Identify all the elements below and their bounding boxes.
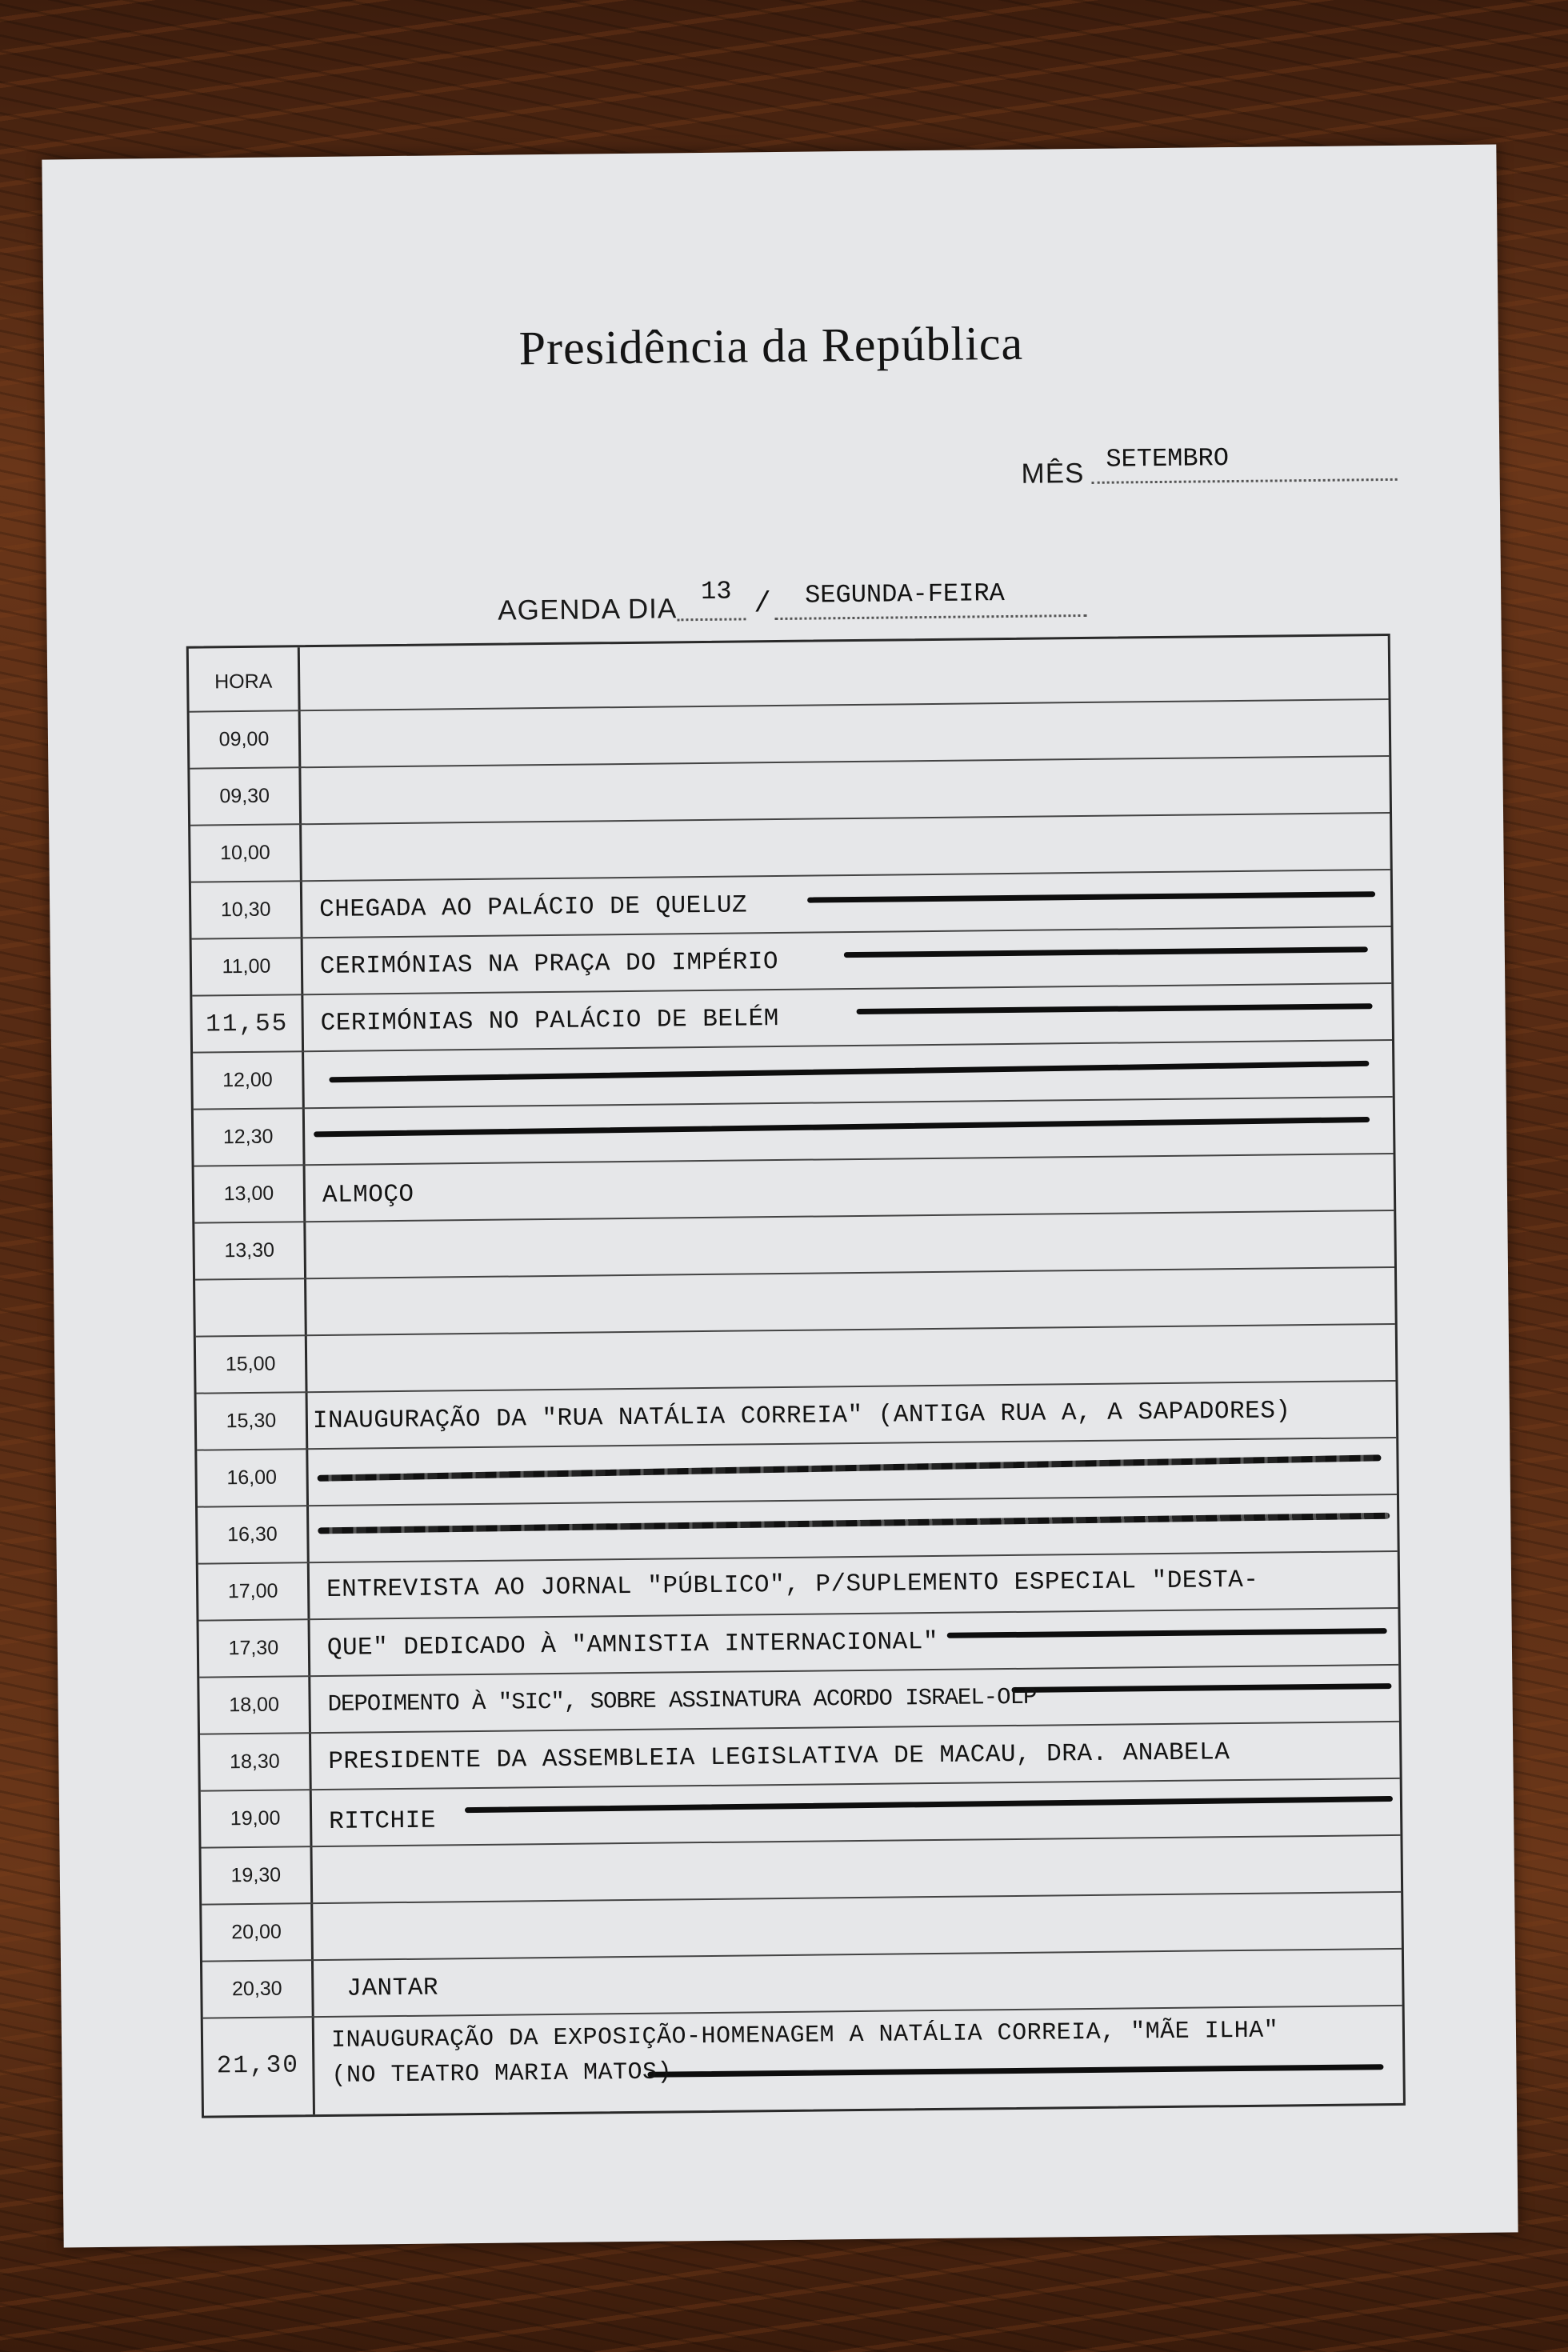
hour-cell: 12,30 <box>222 1125 274 1149</box>
day-dotted-line <box>677 618 746 621</box>
date-separator: / <box>754 587 772 621</box>
entry-text: CHEGADA AO PALÁCIO DE QUELUZ <box>319 891 748 925</box>
weekday-value: SEGUNDA-FEIRA <box>804 578 1005 610</box>
hour-cell: 15,00 <box>225 1352 276 1376</box>
hour-cell: 13,30 <box>224 1238 275 1262</box>
hora-header: HORA <box>214 670 273 694</box>
hour-cell: 16,30 <box>226 1522 278 1546</box>
entry-text: DEPOIMENTO À "SIC", SOBRE ASSINATURA ACORDO ISRAEL-OLP <box>327 1683 1037 1718</box>
day-value: 13 <box>700 576 732 606</box>
hour-cell: 19,30 <box>230 1863 282 1887</box>
hour-cell: 21,30 <box>216 2051 300 2081</box>
hour-cell: 09,30 <box>219 784 270 808</box>
entry-text: QUE" DEDICADO À "AMNISTIA INTERNACIONAL" <box>326 1627 939 1662</box>
entry-text: RITCHIE <box>328 1806 437 1836</box>
entry-text: CERIMÓNIAS NA PRAÇA DO IMPÉRIO <box>319 948 779 982</box>
hour-cell: 11,00 <box>222 954 271 978</box>
hour-cell: 19,00 <box>230 1806 281 1830</box>
hour-cell: 17,00 <box>227 1579 278 1603</box>
agenda-day-field <box>498 573 1106 635</box>
hour-cell: 18,00 <box>229 1693 280 1717</box>
entry-text: (NO TEATRO MARIA MATOS) <box>331 2058 673 2090</box>
entry-text: PRESIDENTE DA ASSEMBLEIA LEGISLATIVA DE MACAU, DRA. ANABELA <box>328 1738 1230 1776</box>
entry-text: INAUGURAÇÃO DA EXPOSIÇÃO-HOMENAGEM A NATÁLIA CORREIA, "MÃE ILHA" <box>330 2017 1279 2054</box>
strike-line <box>318 1454 1382 1482</box>
hour-cell: 11,55 <box>206 1010 289 1039</box>
hour-cell: 18,30 <box>229 1750 280 1774</box>
hour-cell: 20,30 <box>231 1977 282 2001</box>
month-value: SETEMBRO <box>1106 443 1230 474</box>
hour-cell: 16,00 <box>226 1466 278 1490</box>
hour-cell: 17,30 <box>228 1636 279 1660</box>
entry-text: ENTREVISTA AO JORNAL "PÚBLICO", P/SUPLEMENTO ESPECIAL "DESTA- <box>326 1566 1259 1604</box>
weekday-dotted-line <box>774 614 1086 620</box>
entry-text: JANTAR <box>346 1974 439 2003</box>
hour-cell: 09,00 <box>218 727 270 751</box>
entry-cell <box>319 885 1382 924</box>
schedule-table <box>186 634 1406 2118</box>
agenda-day-label: AGENDA DIA <box>498 593 678 626</box>
month-dotted-line <box>1092 478 1398 484</box>
entry-cell <box>346 1964 1394 2003</box>
hour-cell: 20,00 <box>231 1920 282 1944</box>
hour-cell: 10,00 <box>220 841 270 865</box>
page-title: Presidência da República <box>518 316 1024 375</box>
strike-line <box>318 1513 1390 1534</box>
entry-cell <box>328 1737 1391 1776</box>
hour-cell <box>195 1295 304 1296</box>
hour-cell: 10,30 <box>220 898 271 922</box>
month-label: MÊS <box>1021 457 1085 490</box>
hour-cell: 15,30 <box>226 1409 277 1433</box>
strike-line <box>329 1061 1369 1082</box>
entry-cell <box>313 1396 1388 1435</box>
table-row <box>203 2005 1403 2120</box>
entry-cell <box>326 1565 1390 1604</box>
entry-cell <box>331 2016 1394 2054</box>
entry-text: INAUGURAÇÃO DA "RUA NATÁLIA CORREIA" (ANTIGA RUA A, A SAPADORES) <box>312 1397 1291 1436</box>
entry-text: ALMOÇO <box>322 1180 414 1210</box>
entry-text: CERIMÓNIAS NO PALÁCIO DE BELÉM <box>320 1005 779 1038</box>
hour-cell: 12,00 <box>222 1068 273 1092</box>
month-field <box>1021 442 1398 494</box>
strike-line <box>314 1117 1370 1137</box>
entry-cell <box>322 1170 1386 1210</box>
agenda-sheet <box>42 145 1518 2248</box>
hour-cell: 13,00 <box>223 1182 274 1206</box>
